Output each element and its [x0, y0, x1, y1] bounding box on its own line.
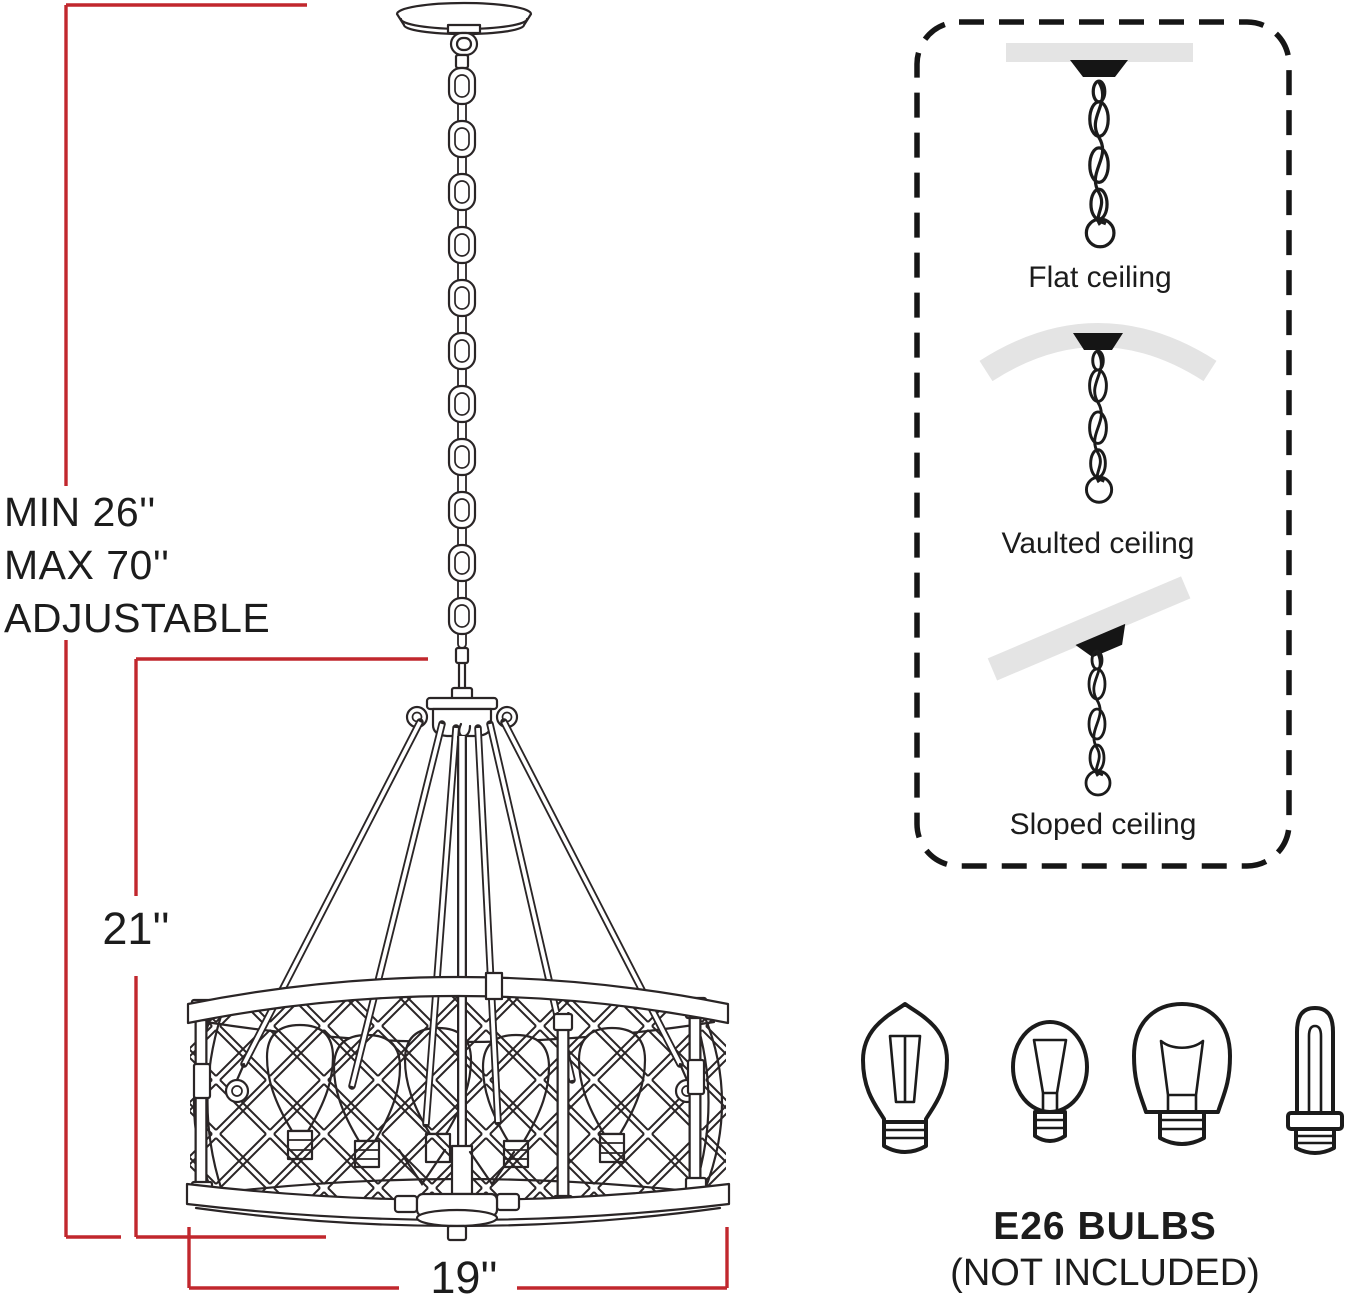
shade-height-label: 21''	[102, 903, 170, 954]
vaulted-ceiling-label: Vaulted ceiling	[1001, 527, 1195, 560]
hanging-height-spec	[4, 486, 270, 645]
cfl-2u-bulb-icon	[1288, 1008, 1342, 1153]
sloped-ceiling-icon	[988, 576, 1197, 795]
bulb-icons	[863, 1004, 1342, 1153]
flat-ceiling-label: Flat ceiling	[1028, 261, 1172, 294]
flat-ceiling-icon	[1006, 43, 1193, 247]
g-oval-bulb-icon	[1013, 1022, 1087, 1141]
bulb-heading: E26 BULBS	[993, 1205, 1217, 1248]
bulb-subheading: (NOT INCLUDED)	[950, 1252, 1260, 1294]
spec-line-max: MAX 70''	[4, 542, 170, 588]
spec-line-adj: ADJUSTABLE	[4, 595, 271, 641]
suspension-hub	[407, 698, 517, 736]
hanging-chain	[449, 68, 475, 699]
drum-shade	[187, 722, 729, 1240]
shade-diameter-label: 19''	[430, 1252, 498, 1301]
a19-bulb-icon	[1134, 1004, 1230, 1144]
edison-st64-bulb-icon	[863, 1004, 947, 1152]
ceiling-types-panel	[917, 22, 1289, 866]
ceiling-canopy	[397, 3, 531, 68]
sloped-ceiling-label: Sloped ceiling	[1009, 808, 1197, 841]
vaulted-ceiling-icon	[986, 333, 1210, 502]
spec-line-min: MIN 26''	[4, 489, 156, 535]
